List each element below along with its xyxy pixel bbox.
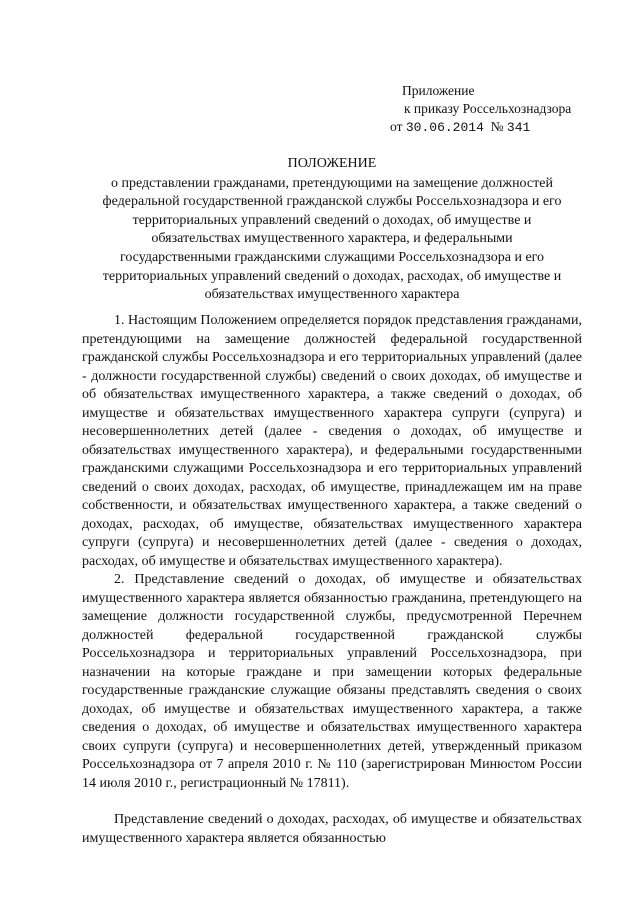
approval-number: 341 — [506, 120, 531, 135]
approval-line-1: Приложение — [402, 83, 475, 98]
approval-date-prefix: от — [390, 119, 406, 134]
approval-date: 30.06.2014 — [405, 120, 484, 135]
paragraph-1: 1. Настоящим Положением определяется порядок представления гражданами, претендующими на замещение должностей федеральной государственной гражданской службы Россельхознадзора и его территориальных управлений (далее - должности государственной службы) сведений о своих доходах, об имуществе и об обязательствах имущественного характера, а также сведений о доходах, об имуществе и обязательствах имущественного характера супруги (супруга) и несовершеннолетних детей (далее - сведения о доходах, об имуществе и обязательствах имущественного характера), и федеральными государственными гражданскими служащими Россельхознадзора и его территориальных управлений сведений о своих доходах, расходах, об имуществе, принадлежащем им на праве собственности, и обязательствах имущественного характера, а также сведений о доходах, расходах, об имуществе, обязательствах имущественного характера супруги (супруга) и несовершеннолетних детей (далее - сведения о доходах, расходах, об имуществе и обязательствах имущественного характера). — [82, 313, 582, 569]
approval-line-3 — [390, 118, 571, 137]
title-line: о представлении гражданами, претендующими на замещение должностей — [111, 175, 553, 191]
approval-block — [390, 82, 572, 137]
approval-number-sign: № — [490, 119, 504, 134]
approval-line-2: к приказу Россельхознадзора — [404, 101, 572, 116]
title-line: территориальных управлений сведений о доходах, об имуществе и — [132, 212, 532, 228]
title-line: обязательствах имущественного характера, и федеральными — [151, 231, 513, 247]
title-line: территориальных управлений сведений о доходах, расходах, об имуществе и — [102, 268, 562, 284]
paragraph-2: 2. Представление сведений о доходах, об имуществе и обязательствах имущественного характера является обязанностью гражданина, претендующего на замещение должности государственной службы, предусмотренной Перечнем должностей федеральной государственной гражданской службы Россельхознадзора и территориальных управлений Россельхознадзора, при назначении на которые граждане и при замещении которых федеральные государственные гражданские служащие обязаны представлять сведения о своих доходах, об имуществе и обязательствах имущественного характера, а также сведения о доходах, об имуществе и обязательствах имущественного характера своих супруги (супруга) и несовершеннолетних детей, утвержденный приказом Россельхознадзора от 7 апреля 2010 г. № 110 (зарегистрирован Минюстом России 14 июля 2010 г., регистрационный № 17811). — [82, 572, 582, 791]
title-line: федеральной государственной гражданской службы Россельхознадзора и его — [102, 194, 562, 210]
title-heading: ПОЛОЖЕНИЕ — [287, 156, 377, 171]
document-title — [82, 155, 582, 305]
paragraph-3: Представление сведений о доходах, расходах, об имуществе и обязательствах имущественного характера является обязанностью — [82, 812, 582, 846]
title-line: государственными гражданскими служащими Россельхознадзора и его — [119, 249, 545, 265]
document-body — [82, 312, 582, 848]
title-line: обязательствах имущественного характера — [204, 287, 460, 303]
